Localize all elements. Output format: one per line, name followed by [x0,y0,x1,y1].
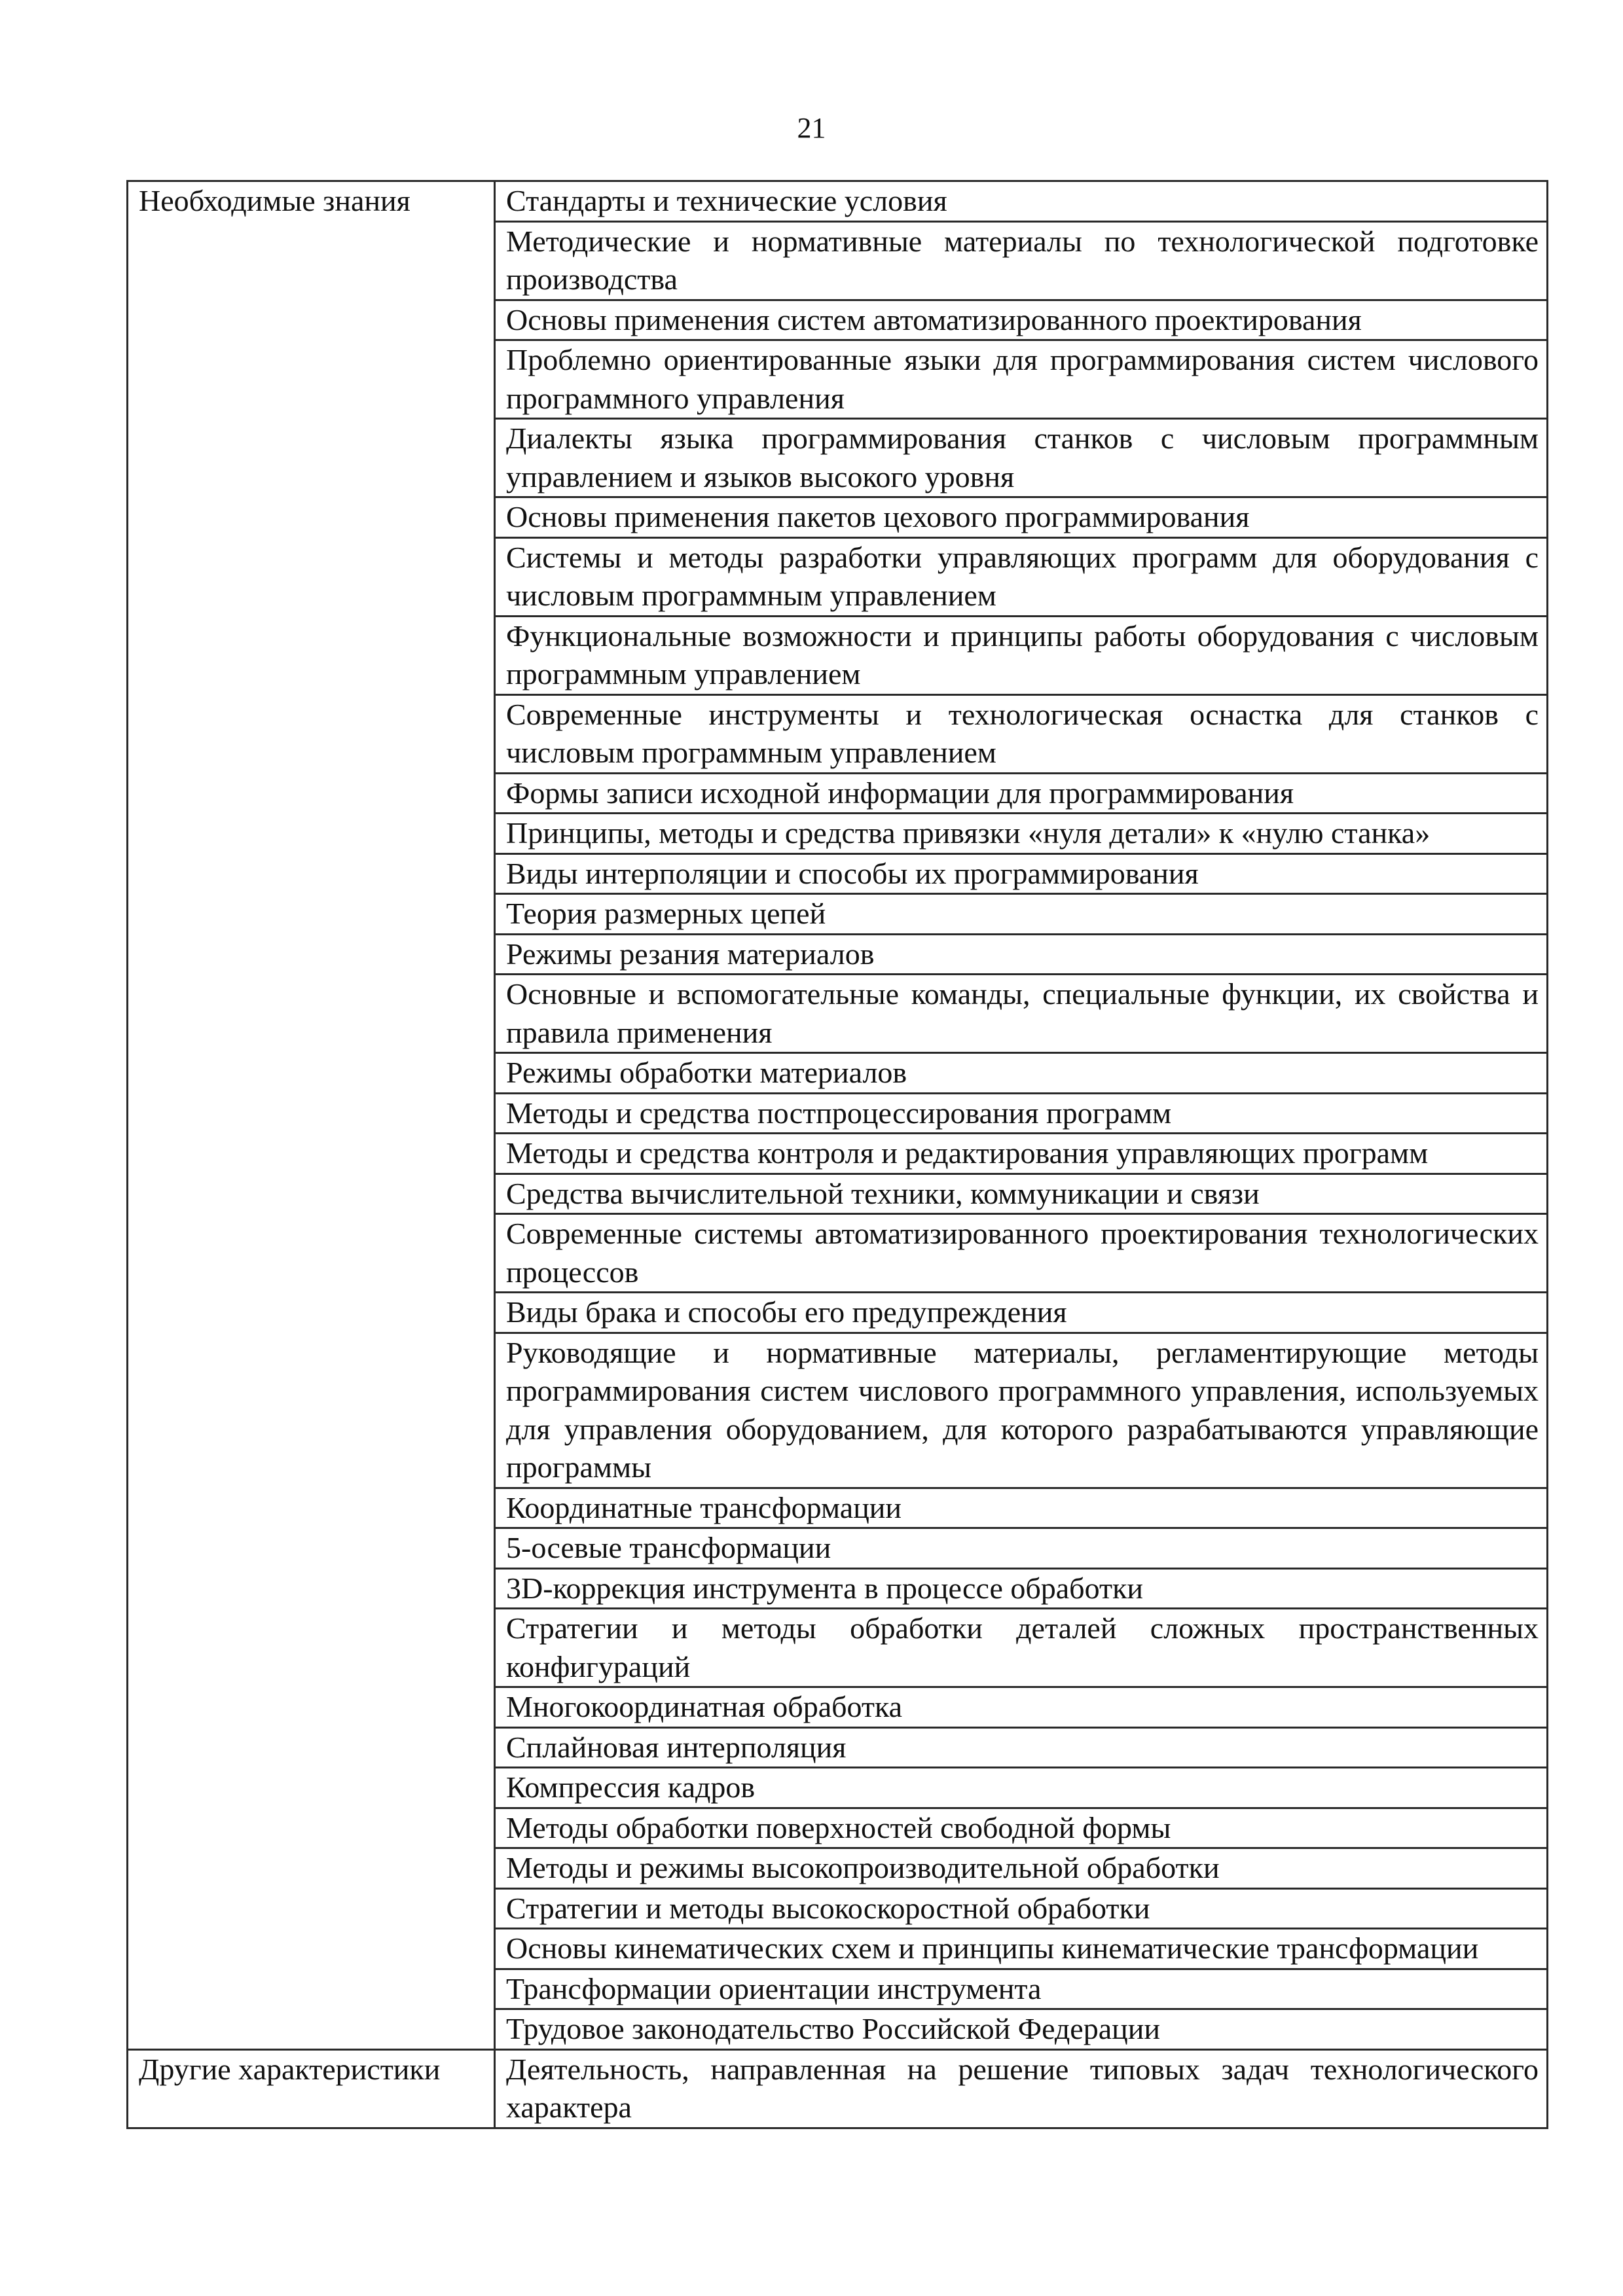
knowledge-item: Стратегии и методы высокоскоростной обработки [495,1888,1548,1929]
knowledge-item: Системы и методы разработки управляющих программ для оборудования с числовым программным управлением [495,537,1548,616]
knowledge-item: Многокоординатная обработка [495,1687,1548,1728]
knowledge-item: Функциональные возможности и принципы работы оборудования с числовым программным управлением [495,616,1548,694]
knowledge-item: Теория размерных цепей [495,894,1548,935]
knowledge-item: Методы и средства постпроцессирования программ [495,1093,1548,1134]
other-characteristics-item: Деятельность, направленная на решение типовых задач технологического характера [495,2049,1548,2128]
knowledge-item: Координатные трансформации [495,1488,1548,1528]
knowledge-item: Виды интерполяции и способы их программирования [495,853,1548,894]
knowledge-item: Виды брака и способы его предупреждения [495,1293,1548,1333]
knowledge-item: Стандарты и технические условия [495,181,1548,222]
knowledge-item: Методы обработки поверхностей свободной формы [495,1808,1548,1848]
knowledge-item: Методические и нормативные материалы по технологической подготовке производства [495,221,1548,300]
knowledge-item: Методы и средства контроля и редактирования управляющих программ [495,1134,1548,1174]
requirements-table [126,180,1548,2129]
knowledge-item: 5-осевые трансформации [495,1528,1548,1569]
knowledge-item: Режимы обработки материалов [495,1053,1548,1094]
knowledge-item: Режимы резания материалов [495,934,1548,975]
knowledge-item: Сплайновая интерполяция [495,1727,1548,1768]
knowledge-item: Методы и режимы высокопроизводительной обработки [495,1848,1548,1889]
knowledge-item: Основы применения систем автоматизированного проектирования [495,300,1548,340]
knowledge-item: Формы записи исходной информации для программирования [495,773,1548,814]
knowledge-item: Современные инструменты и технологическая оснастка для станков с числовым программным управлением [495,694,1548,773]
knowledge-row [128,181,1548,222]
other-characteristics-label: Другие характеристики [128,2049,495,2128]
knowledge-item: 3D-коррекция инструмента в процессе обработки [495,1568,1548,1609]
knowledge-item: Средства вычислительной техники, коммуникации и связи [495,1174,1548,1214]
knowledge-item: Компрессия кадров [495,1768,1548,1808]
knowledge-item: Проблемно ориентированные языки для программирования систем числового программного управления [495,340,1548,419]
knowledge-item: Трудовое законодательство Российской Федерации [495,2009,1548,2050]
knowledge-item: Основы применения пакетов цехового программирования [495,497,1548,538]
knowledge-item: Принципы, методы и средства привязки «нуля детали» к «нулю станка» [495,814,1548,854]
requirements-table-body [128,181,1548,2128]
knowledge-item: Трансформации ориентации инструмента [495,1969,1548,2009]
knowledge-item: Руководящие и нормативные материалы, регламентирующие методы программирования систем числового программного управления, используемых для управления оборудованием, для которого разрабатываются управляющие программы [495,1333,1548,1488]
other-characteristics-row [128,2049,1548,2128]
knowledge-item: Современные системы автоматизированного проектирования технологических процессов [495,1214,1548,1293]
page-number: 21 [797,112,826,144]
knowledge-item: Основы кинематических схем и принципы кинематические трансформации [495,1929,1548,1969]
knowledge-item: Диалекты языка программирования станков с числовым программным управлением и языков высокого уровня [495,419,1548,497]
knowledge-item: Стратегии и методы обработки деталей сложных пространственных конфигураций [495,1609,1548,1687]
knowledge-item: Основные и вспомогательные команды, специальные функции, их свойства и правила применения [495,975,1548,1053]
knowledge-label: Необходимые знания [128,181,495,2050]
